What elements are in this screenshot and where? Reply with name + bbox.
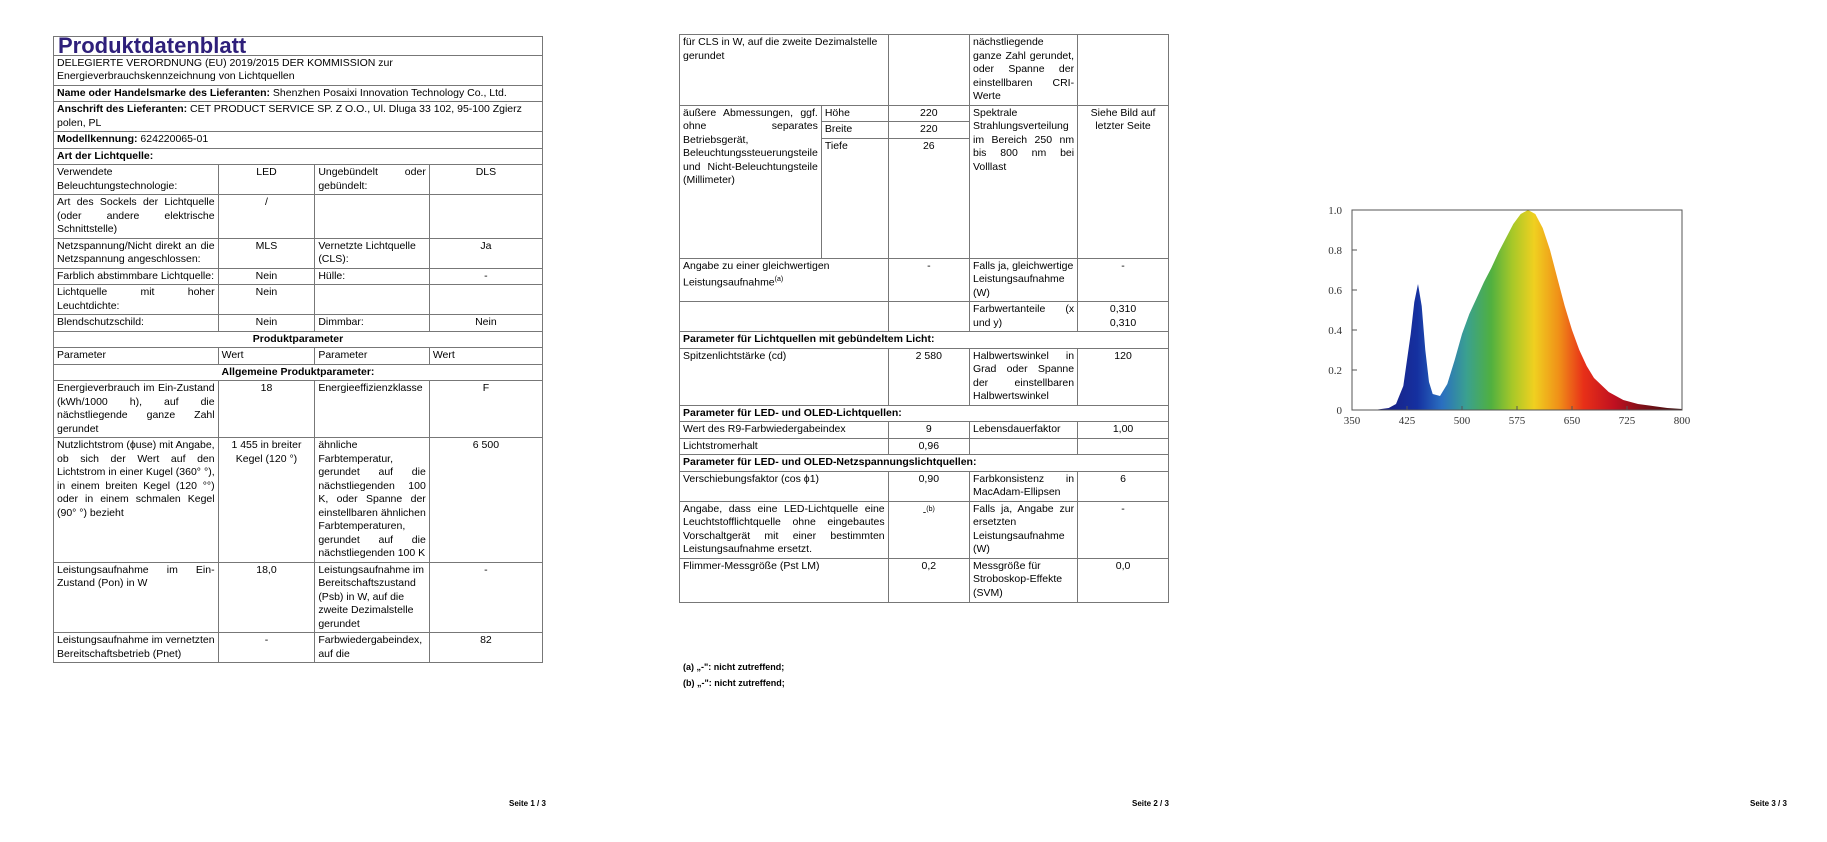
address-row: Anschrift des Lieferanten: CET PRODUCT SERVICE SP. Z O.O., Ul. Dluga 33 102, 95-100 Zgierz polen, PL xyxy=(54,102,543,132)
page-2 xyxy=(610,0,1210,842)
table-row: Farblich abstimmbare Lichtquelle: Nein Hülle: - xyxy=(54,268,543,285)
table-row: Farbwertanteile (x und y) 0,310 0,310 xyxy=(680,302,1169,332)
table-row: Wert des R9-Farbwiedergabeindex 9 Lebensdauerfaktor 1,00 xyxy=(680,422,1169,439)
dimensions-row: Tiefe 26 xyxy=(680,138,1169,258)
type-section-header: Art der Lichtquelle: xyxy=(54,148,543,165)
datasheet-continuation-table xyxy=(679,34,1169,603)
table-row: Nutzlichtstrom (ϕuse) mit Angabe, ob sich der Wert auf den Lichtstrom in einer Kugel (360° °), in einem breiten Kegel (120 °°) oder in einem schmalen Kegel (90° °) bezieht 1 455 in breiter Kegel (120 °) ähnliche Farbtemperatur, gerundet auf die nächstliegenden 100 K, oder Spanne der einstellbaren ähnlichen Farbtemperaturen, gerundet auf die nächstliegenden 100 K 6 500 xyxy=(54,438,543,563)
table-row: Art des Sockels der Lichtquelle (oder andere elektrische Schnittstelle) / xyxy=(54,195,543,239)
table-row: Angabe zu einer gleichwertigen Leistungsaufnahme$^{(a)}$ - Falls ja, gleichwertige Leistungsaufnahme (W) - xyxy=(680,258,1169,302)
product-params-header: Produktparameter xyxy=(54,331,543,348)
directional-header: Parameter für Lichtquellen mit gebündeltem Licht: xyxy=(680,332,1169,349)
y-tick-label: 0 xyxy=(1336,405,1342,417)
table-row: Flimmer-Messgröße (Pst LM) 0,2 Messgröße für Stroboskop-Effekte (SVM) 0,0 xyxy=(680,558,1169,602)
general-params-header: Allgemeine Produktparameter: xyxy=(54,364,543,381)
page-title: Produktdatenblatt xyxy=(54,37,543,56)
spectrum-area xyxy=(1374,210,1682,410)
y-tick-label: 0.2 xyxy=(1328,365,1342,377)
x-tick-label: 500 xyxy=(1453,415,1471,427)
table-row: Blendschutzschild: Nein Dimmbar: Nein xyxy=(54,315,543,332)
footnote-b: (b) „-": nicht zutreffend; xyxy=(683,678,785,688)
y-tick-label: 0.8 xyxy=(1328,245,1342,257)
page-number: Seite 3 / 3 xyxy=(1750,799,1787,808)
spectrum-chart-svg xyxy=(1300,190,1740,480)
table-row: Energieverbrauch im Ein-Zustand (kWh/1000 h), auf die nächstliegende ganze Zahl gerundet 18 Energieeffizienzklasse F xyxy=(54,381,543,438)
page-number: Seite 2 / 3 xyxy=(1132,799,1169,808)
x-tick-label: 650 xyxy=(1563,415,1581,427)
x-tick-label: 800 xyxy=(1673,415,1691,427)
table-row: Leistungsaufnahme im vernetzten Bereitschaftsbetrieb (Pnet) - Farbwiedergabeindex, auf die 82 xyxy=(54,633,543,663)
table-row: Angabe, dass eine LED-Lichtquelle eine Leuchtstofflichtquelle ohne eingebautes Vorschaltgerät mit einer bestimmten Leistungsaufnahme ersetzt. -$^{(b)}$ Falls ja, Angabe zur ersetzten Leistungsaufnahme (W) - xyxy=(680,501,1169,558)
table-row: Lichtstromerhalt 0,96 xyxy=(680,438,1169,455)
x-tick-label: 725 xyxy=(1618,415,1636,427)
x-tick-label: 350 xyxy=(1343,415,1361,427)
spectral-distribution-chart xyxy=(1300,190,1740,480)
model-row: Modellkennung: 624220065-01 xyxy=(54,132,543,149)
footnote-a: (a) „-": nicht zutreffend; xyxy=(683,662,785,672)
table-row: Verschiebungsfaktor (cos ϕ1) 0,90 Farbkonsistenz in MacAdam-Ellipsen 6 xyxy=(680,471,1169,501)
table-row: Leistungsaufnahme im Ein-Zustand (Pon) in W 18,0 Leistungsaufnahme im Bereitschaftszustand (Psb) in W, auf die zweite Dezimalstelle gerundet - xyxy=(54,562,543,633)
product-datasheet-table xyxy=(53,33,543,663)
dimensions-row: Breite 220 xyxy=(680,122,1169,139)
supplier-row: Name oder Handelsmarke des Lieferanten: Shenzhen Posaixi Innovation Technology Co., Ltd. xyxy=(54,85,543,102)
page-3 xyxy=(1220,0,1827,842)
page-number: Seite 1 / 3 xyxy=(509,799,546,808)
table-row: Netzspannung/Nicht direkt an die Netzspannung angeschlossen: MLS Vernetzte Lichtquelle (CLS): Ja xyxy=(54,238,543,268)
y-tick-label: 1.0 xyxy=(1328,205,1342,217)
regulation-text: DELEGIERTE VERORDNUNG (EU) 2019/2015 DER KOMMISSION zur Energieverbrauchskennzeichnung von Lichtquellen xyxy=(54,55,543,85)
x-tick-label: 425 xyxy=(1398,415,1416,427)
y-tick-label: 0.6 xyxy=(1328,285,1342,297)
column-header-row: Parameter Wert Parameter Wert xyxy=(54,348,543,365)
led-header: Parameter für LED- und OLED-Lichtquellen: xyxy=(680,405,1169,422)
table-row: Lichtquelle mit hoher Leuchtdichte: Nein xyxy=(54,285,543,315)
dimensions-label: äußere Abmessungen, ggf. ohne separates Betriebsgerät, Beleuchtungssteuerungsteile und Nicht-Beleuchtungsteile (Millimeter) xyxy=(680,105,822,258)
table-row: Spitzenlichtstärke (cd) 2 580 Halbwertswinkel in Grad oder Spanne der einstellbaren Halbwertswinkel 120 xyxy=(680,348,1169,405)
dimensions-row: äußere Abmessungen, ggf. ohne separates Betriebsgerät, Beleuchtungssteuerungsteile und Nicht-Beleuchtungsteile (Millimeter) Höhe 220 Spektrale Strahlungsverteilung im Bereich 250 nm bis 800 nm bei Volllast Siehe Bild auf letzter Seite xyxy=(680,105,1169,122)
mains-header: Parameter für LED- und OLED-Netzspannungslichtquellen: xyxy=(680,455,1169,472)
y-tick-label: 0.4 xyxy=(1328,325,1342,337)
page-1 xyxy=(0,0,600,842)
table-row: Verwendete Beleuchtungstechnologie: LED Ungebündelt oder gebündelt: DLS xyxy=(54,165,543,195)
table-row: für CLS in W, auf die zweite Dezimalstelle gerundet nächstliegende ganze Zahl gerundet, oder Spanne der einstellbaren CRI-Werte xyxy=(680,35,1169,106)
x-tick-label: 575 xyxy=(1508,415,1526,427)
